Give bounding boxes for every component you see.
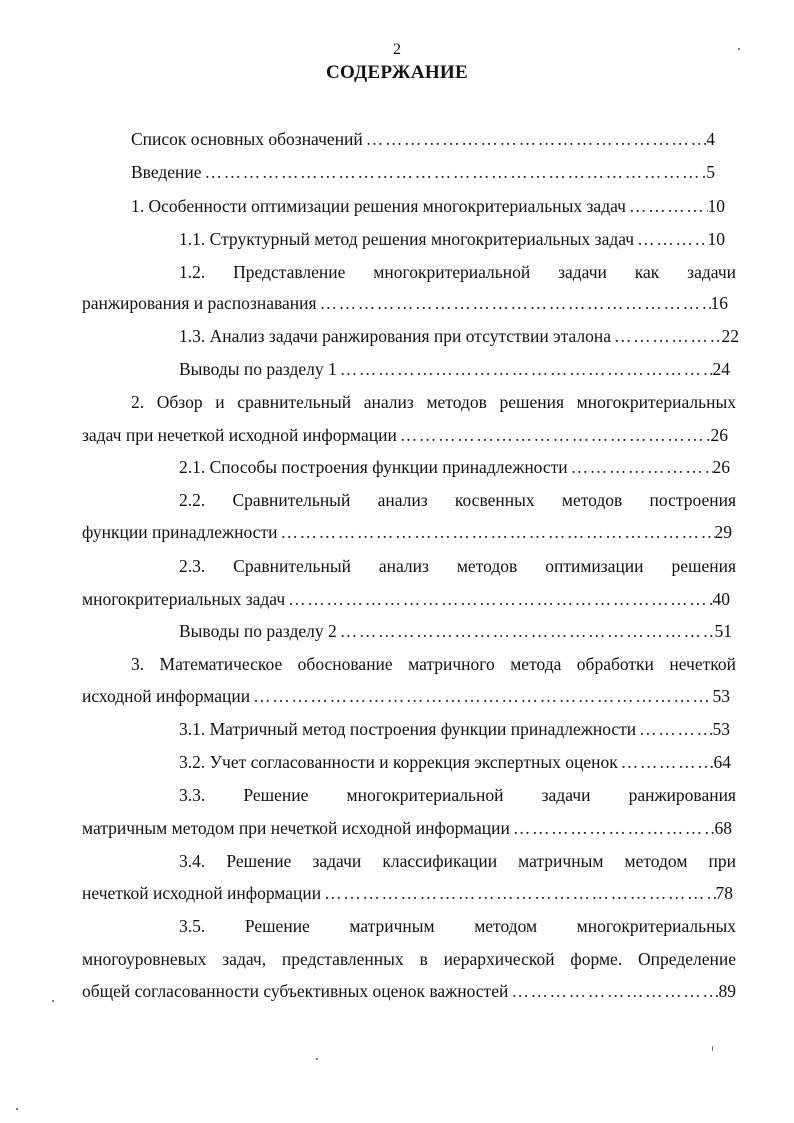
toc-entry-text: Список основных обозначений [131,129,363,149]
toc-entry-page: 53 [712,719,730,739]
toc-entry-line: 3.4. Решение задачи классификации матричным методом при [179,851,736,871]
toc-entry-text: функции принадлежности [82,522,278,542]
toc-leader-dots [508,980,718,1002]
toc-entry-line: многоуровневых задач, представленных в иерархической форме. Определение [82,949,736,969]
toc-entry-text: Выводы по разделу 1 [179,359,337,379]
toc-entry [179,325,739,347]
toc-entry-text: общей согласованности субъективных оценок важностей [82,981,509,1001]
scan-speck [316,1058,318,1060]
toc-leader-dots [611,325,722,347]
toc-entry-page: 51 [714,621,732,641]
toc-entry-line: 3. Математическое обоснование матричного метода обработки нечеткой [131,654,736,674]
toc-entry-line: 2. Обзор и сравнительный анализ методов решения многокритериальных [131,392,736,412]
toc-entry [131,128,715,150]
toc-entry-page: 68 [714,818,732,838]
toc-entry-text: 1.3. Анализ задачи ранжирования при отсутствии эталона [179,326,611,346]
toc-entry-page: 26 [710,425,728,445]
toc-leader-dots [250,685,712,707]
toc-entry [131,161,715,183]
toc-entry [82,588,730,610]
toc-entry-line: 1.2. Представление многокритериальной задачи как задачи [179,262,736,282]
toc-entry [82,521,732,543]
toc-entry-text: 1. Особенности оптимизации решения многокритериальных задач [131,196,626,216]
toc-leader-dots [626,195,708,217]
toc-entry [179,456,730,478]
toc-leader-dots [363,128,706,150]
toc-leader-dots [321,882,715,904]
toc-entry [82,882,733,904]
scan-speck [16,1108,18,1110]
toc-leader-dots [636,718,712,740]
toc-entry [179,718,730,740]
toc-leader-dots [337,620,715,642]
toc-leader-dots [510,817,715,839]
toc-entry-text: Выводы по разделу 2 [179,621,337,641]
toc-entry-page: 29 [714,522,732,542]
toc-entry-page: 64 [713,752,731,772]
toc-entry-line: 2.2. Сравнительный анализ косвенных методов построения [179,490,736,510]
toc-entry [82,817,732,839]
toc-entry-text: задач при нечеткой исходной информации [82,425,397,445]
toc-entry-line: 3.3. Решение многокритериальной задачи ранжирования [179,785,736,805]
toc-entry-text: матричным методом при нечеткой исходной информации [82,818,510,838]
toc-entry [82,292,728,314]
toc-entry-page: 22 [721,326,739,346]
toc-entry-page: 10 [707,229,725,249]
toc-entry-page: 24 [712,359,730,379]
toc-leader-dots [285,588,712,610]
toc-entry-page: 10 [707,196,725,216]
page-title: СОДЕРЖАНИЕ [326,62,468,83]
toc-entry-text: исходной информации [82,686,251,706]
toc-entry-text: многокритериальных задач [82,589,286,609]
toc-leader-dots [634,228,707,250]
toc-entry-page: 53 [712,686,730,706]
toc-entry-page: 40 [712,589,730,609]
toc-entry [179,228,725,250]
toc-entry [82,685,730,707]
toc-entry-page: 4 [706,129,715,149]
scan-speck [738,48,740,50]
toc-entry-page: 5 [706,162,715,182]
toc-leader-dots [337,358,713,380]
toc-entry-page: 16 [710,293,728,313]
toc-leader-dots [317,292,711,314]
toc-entry-line: 2.3. Сравнительный анализ методов оптимизации решения [179,556,736,576]
page-number: 2 [393,41,401,58]
toc-entry-text: ранжирования и распознавания [82,293,317,313]
toc-entry-text: 1.1. Структурный метод решения многокритериальных задач [179,229,635,249]
toc-entry-text: 2.1. Способы построения функции принадлежности [179,457,568,477]
toc-leader-dots [397,424,711,446]
toc-entry [82,980,736,1002]
toc-entry-line: 3.5. Решение матричным методом многокритериальных [179,916,736,936]
toc-entry [179,358,730,380]
toc-entry-text: Введение [131,162,202,182]
toc-entry-text: нечеткой исходной информации [82,883,322,903]
scan-speck [52,1000,54,1002]
toc-leader-dots [277,521,714,543]
toc-entry [131,195,725,217]
toc-leader-dots [568,456,713,478]
toc-entry-page: 26 [712,457,730,477]
toc-entry [179,751,731,773]
toc-entry-text: 3.1. Матричный метод построения функции принадлежности [179,719,637,739]
toc-leader-dots [618,751,714,773]
toc-entry [179,620,732,642]
toc-entry [82,424,728,446]
scan-speck [712,1046,713,1051]
toc-entry-page: 78 [715,883,733,903]
toc-entry-page: 89 [718,981,736,1001]
toc-entry-text: 3.2. Учет согласованности и коррекция экспертных оценок [179,752,618,772]
toc-leader-dots [202,161,707,183]
